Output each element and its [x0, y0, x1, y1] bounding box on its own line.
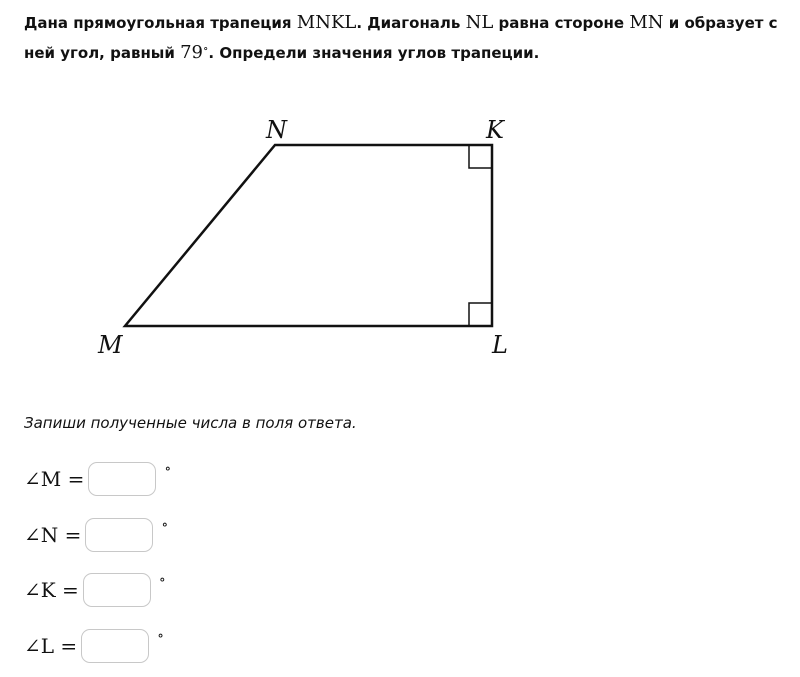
angle-n-input[interactable]	[85, 518, 153, 552]
given-angle-value: 79	[180, 42, 204, 63]
degree-sign-k: ∘	[158, 572, 166, 588]
diagonal-name: NL	[465, 12, 494, 33]
trapezoid-name: MNKL	[296, 12, 357, 33]
given-angle-degree: ∘	[203, 42, 209, 55]
side-name: MN	[629, 12, 664, 33]
instruction-text: Запиши полученные числа в поля ответа.	[24, 414, 357, 432]
angle-label-m: ∠M =	[24, 467, 85, 491]
right-angle-mark-l	[469, 303, 492, 326]
answer-row-n	[24, 517, 168, 553]
answer-row-m	[24, 461, 171, 497]
angle-k-input[interactable]	[83, 573, 151, 607]
angle-label-n: ∠N =	[24, 523, 82, 547]
vertex-label-m: M	[98, 331, 123, 359]
vertex-label-l: L	[492, 331, 508, 359]
angle-label-k: ∠K =	[24, 578, 79, 602]
problem-text-4: и образует с ней угол, равный	[24, 14, 778, 62]
right-angle-mark-k	[469, 145, 492, 168]
problem-text-2: . Диагональ	[356, 14, 466, 32]
angle-l-input[interactable]	[81, 629, 149, 663]
answer-row-l	[24, 628, 164, 664]
vertex-label-n: N	[266, 116, 287, 144]
problem-text-1: Дана прямоугольная трапеция	[24, 14, 297, 32]
answer-row-k	[24, 572, 166, 608]
angle-label-l: ∠L =	[24, 634, 78, 658]
degree-sign-l: ∘	[157, 628, 165, 644]
trapezoid-outline	[125, 145, 492, 326]
degree-sign-n: ∘	[161, 517, 169, 533]
problem-text-5: . Определи значения углов трапеции.	[208, 44, 540, 62]
vertex-label-k: K	[486, 116, 504, 144]
problem-text-3: равна стороне	[493, 14, 630, 32]
angle-m-input[interactable]	[88, 462, 156, 496]
degree-sign-m: ∘	[164, 461, 172, 477]
